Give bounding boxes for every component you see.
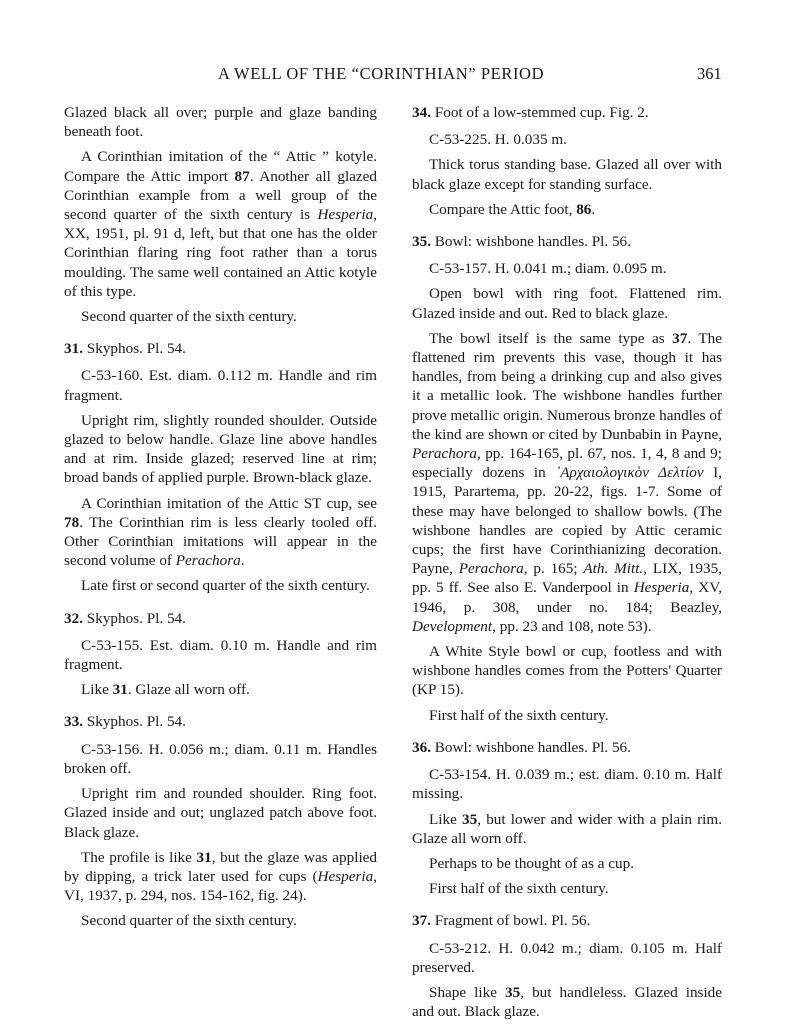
- catalog-line: C-53-156. H. 0.056 m.; diam. 0.11 m. Handles broken off.: [64, 740, 377, 777]
- left-column: [64, 103, 377, 937]
- work-title: Hesperia: [633, 579, 690, 597]
- catalog-ref: 37: [672, 329, 688, 347]
- entry-number: 31.: [64, 340, 83, 358]
- catalog-entry-36: [412, 738, 722, 898]
- catalog-line: C-53-225. H. 0.035 m.: [429, 131, 567, 149]
- entry-number: 33.: [64, 713, 83, 731]
- work-title: Development: [412, 617, 493, 635]
- page-number: 361: [697, 64, 722, 83]
- right-column: [412, 103, 722, 1027]
- dating: Second quarter of the sixth century.: [81, 308, 297, 326]
- paragraph: Upright rim and rounded shoulder. Ring foot. Glazed inside and out; unglazed patch above foot. Black glaze.: [64, 785, 377, 841]
- catalog-entry-33: [64, 712, 377, 930]
- catalog-entry-34: [412, 103, 722, 219]
- catalog-ref: 31: [196, 848, 212, 866]
- entry-number: 32.: [64, 609, 83, 627]
- entry-number: 34.: [412, 104, 431, 121]
- work-title: Perachora: [458, 560, 524, 578]
- paragraph: A Corinthian imitation of the “ Attic ” kotyle. Compare the Attic import 87. Another all glazed Corinthian example from a well group of the second quarter of the sixth century is Hesperia, XX, 1951, pl. 91 d, left, but that one has the older Corinthian flaring ring foot rather than a torus moulding. The same well contained an Attic kotyle of this type.: [64, 148, 377, 300]
- catalog-ref: 35: [505, 983, 521, 1001]
- entry-heading: 34. Foot of a low-stemmed cup. Fig. 2.: [412, 104, 649, 121]
- catalog-line: C-53-160. Est. diam. 0.112 m. Handle and rim fragment.: [64, 367, 377, 404]
- running-title: A WELL OF THE “CORINTHIAN” PERIOD: [218, 64, 545, 83]
- catalog-ref: 86: [576, 200, 592, 218]
- dating: Late first or second quarter of the sixth century.: [81, 577, 370, 595]
- paragraph: Perhaps to be thought of as a cup.: [429, 854, 634, 872]
- journal-title: Hesperia: [317, 867, 374, 885]
- dating: First half of the sixth century.: [429, 706, 609, 724]
- catalog-ref: 31: [112, 681, 128, 699]
- catalog-line: C-53-155. Est. diam. 0.10 m. Handle and rim fragment.: [64, 636, 377, 674]
- paragraph: Compare the Attic foot, 86.: [429, 200, 596, 218]
- paragraph: Open bowl with ring foot. Flattened rim. Glazed inside and out. Red to black glaze.: [412, 285, 722, 322]
- paragraph: The bowl itself is the same type as 37. The flattened rim prevents this vase, though it has handles, from being a drinking cup and also gives it a metallic look. The wishbone handles further prove metallic origin. Numerous bronze handles of the kind are shown or cited by Dunbabin in Payne, Perachora, pp. 164-165, pl. 67, nos. 1, 4, 8 and 9; especially dozens in ᾽Aρχαιολογικὸν Δελτίον I, 1915, Parartema, pp. 20-22, figs. 1-7. Some of these may have belonged to shallow bowls. (The wishbone handles are copied by Attic ceramic cups; the first have Corinthianizing decoration. Payne, Perachora, p. 165; Ath. Mitt., LIX, 1935, pp. 5 ff. See also E. Vanderpool in Hesperia, XV, 1946, p. 308, under no. 184; Beazley, Development, pp. 23 and 108, note 53).: [412, 329, 723, 635]
- entry-number: 35.: [412, 233, 431, 251]
- catalog-line: C-53-212. H. 0.042 m.; diam. 0.105 m. Half preserved.: [412, 939, 722, 976]
- entry-heading: 31. Skyphos. Pl. 54.: [64, 340, 186, 358]
- entry-heading: 36. Bowl: wishbone handles. Pl. 56.: [412, 738, 631, 756]
- paragraph: Like 31. Glaze all worn off.: [81, 681, 250, 699]
- catalog-ref: 35: [462, 810, 478, 828]
- catalog-ref: 78: [64, 513, 80, 531]
- paragraph: A Corinthian imitation of the Attic ST cup, see 78. The Corinthian rim is less clearly tooled off. Other Corinthian imitations will appear in the second volume of Perachora.: [64, 494, 377, 570]
- work-title: Perachora: [175, 552, 241, 570]
- greek-journal-title: ᾽Aρχαιολογικὸν Δελτίον: [555, 464, 704, 482]
- journal-title: Hesperia: [317, 206, 374, 224]
- intro-continuation: [64, 103, 377, 326]
- page-header: [0, 64, 790, 86]
- dating: Second quarter of the sixth century.: [81, 912, 297, 930]
- entry-number: 37.: [412, 912, 431, 930]
- paragraph: Like 35, but lower and wider with a plain rim. Glaze all worn off.: [412, 810, 722, 847]
- entry-number: 36.: [412, 738, 431, 756]
- paragraph: Upright rim, slightly rounded shoulder. Outside glazed to below handle. Glaze line above handles and at rim. Inside glazed; reserved line at rim; broad bands of applied purple. Brown-black glaze.: [64, 411, 377, 487]
- work-title: Ath. Mitt.: [583, 560, 644, 578]
- entry-heading: 37. Fragment of bowl. Pl. 56.: [412, 912, 591, 930]
- work-title: Perachora: [412, 445, 477, 463]
- catalog-line: C-53-157. H. 0.041 m.; diam. 0.095 m.: [429, 260, 667, 278]
- catalog-entry-31: [64, 339, 377, 595]
- catalog-entry-37: [412, 911, 722, 1021]
- entry-heading: 32. Skyphos. Pl. 54.: [64, 609, 186, 627]
- dating: First half of the sixth century.: [429, 880, 609, 898]
- catalog-entry-32: [64, 609, 377, 700]
- paragraph: The profile is like 31, but the glaze was applied by dipping, a trick later used for cups (Hesperia, VI, 1937, p. 294, nos. 154-162, fig. 24).: [64, 848, 377, 905]
- paragraph: Thick torus standing base. Glazed all over with black glaze except for standing surface.: [412, 156, 722, 193]
- paragraph: A White Style bowl or cup, footless and with wishbone handles comes from the Potters' Quarter (KP 15).: [412, 643, 722, 699]
- catalog-entry-35: [412, 232, 722, 725]
- entry-heading: 35. Bowl: wishbone handles. Pl. 56.: [412, 233, 631, 251]
- catalog-ref: 87: [234, 167, 250, 185]
- paragraph: Glazed black all over; purple and glaze banding beneath foot.: [64, 104, 377, 141]
- entry-heading: 33. Skyphos. Pl. 54.: [64, 713, 186, 731]
- catalog-line: C-53-154. H. 0.039 m.; est. diam. 0.10 m. Half missing.: [412, 766, 722, 803]
- paragraph: Shape like 35, but handleless. Glazed inside and out. Black glaze.: [412, 983, 722, 1021]
